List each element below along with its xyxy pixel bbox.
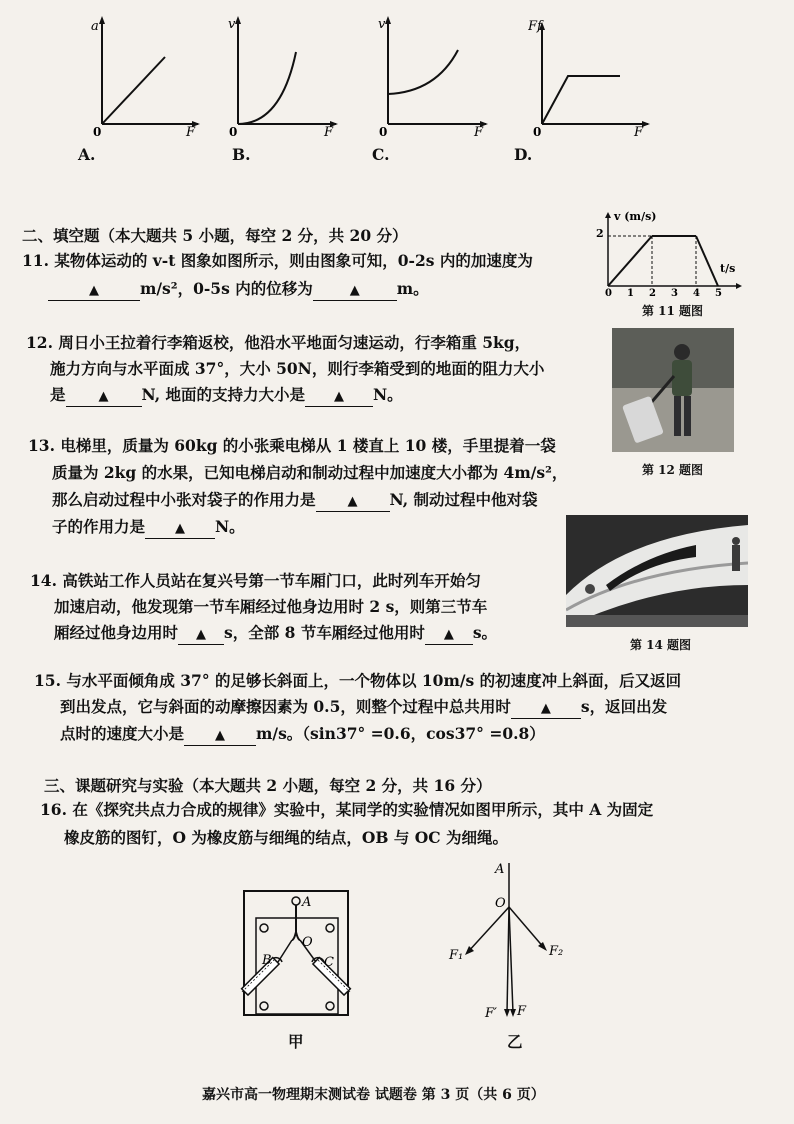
svg-text:O: O [495,896,506,911]
svg-text:B: B [262,953,272,968]
series-segment [696,236,718,286]
graph-a-svg [90,12,200,137]
graph-c-curve [388,50,458,94]
q13-blank1[interactable]: ▲ [316,491,390,512]
section3-heading: 三、课题研究与实验（本大题共 2 小题，每空 2 分，共 16 分） [44,776,492,795]
option-c-label: C. [372,145,390,164]
svg-text:0: 0 [229,125,238,137]
q15-blank2[interactable]: ▲ [184,725,256,746]
svg-text:0: 0 [379,125,388,137]
q16-figure-jia-svg [232,888,360,1026]
q16-figure-jia [232,888,360,1026]
q13-line3: 那么启动过程中小张对袋子的作用力是 ▲ N, 制动过程中他对袋 [52,487,538,513]
x-tick-label: 1 [627,288,634,296]
q14-caption: 第 14 题图 [630,638,692,652]
q11-chart-y2-label: 2 [596,227,604,240]
q12-line1: 12. 周日小王拉着行李箱返校，他沿水平地面匀速运动，行李箱重 5kg， [26,333,531,352]
graph-c [376,12,491,137]
q14-photo [566,515,748,627]
q11-blank1[interactable]: ▲ [48,280,140,301]
option-b-label: B. [232,145,251,164]
q14-blank2[interactable]: ▲ [425,624,473,645]
svg-text:F: F [474,125,484,137]
graph-a [90,12,200,137]
svg-text:C: C [324,955,334,970]
q16-figure-yi [445,855,575,1025]
svg-text:v: v [378,17,386,32]
q16-line1: 16. 在《探究共点力合成的规律》实验中，某同学的实验情况如图甲所示，其中 A 为固定 [40,800,654,819]
q12-caption: 第 12 题图 [642,463,704,477]
q16-line2: 橡皮筋的图钉，O 为橡皮筋与细绳的结点，OB 与 OC 为细绳。 [64,828,509,847]
graph-c-svg [376,12,491,137]
q12-line2: 施力方向与水平面成 37°，大小 50N，则行李箱受到的地面的阻力大小 [50,359,545,378]
page-footer: 嘉兴市高一物理期末测试卷 试题卷 第 3 页（共 6 页） [202,1087,545,1103]
svg-text:A: A [302,895,312,910]
q14-line2: 加速启动，他发现第一节车厢经过他身边用时 2 s，则第三节车 [54,597,488,616]
svg-text:F₂: F₂ [549,944,564,959]
q11-line2: ▲ m/s²，0-5s 内的位移为 ▲ m。 [48,276,429,302]
x-tick-label: 3 [671,288,678,296]
q13-line1: 13. 电梯里，质量为 60kg 的小张乘电梯从 1 楼直上 10 楼，手里提着一袋 [28,436,556,455]
svg-text:F: F [186,125,196,137]
svg-text:0: 0 [533,125,542,137]
spring-balance-left [242,958,279,995]
x-tick-label: 4 [693,288,700,296]
option-d-label: D. [514,145,533,164]
q15-line3: 点时的速度大小是 ▲ m/s。（sin37° =0.6，cos37° =0.8） [60,721,545,747]
graph-d-svg [528,12,653,137]
q13-blank2[interactable]: ▲ [145,518,215,539]
q11-caption: 第 11 题图 [642,304,704,318]
x-tick-label: 5 [715,288,722,296]
graph-a-curve [102,57,165,124]
x-tick-label: 2 [649,288,656,296]
q13-line4: 子的作用力是 ▲ N。 [52,514,245,540]
graph-b-curve [238,52,296,124]
graph-b-svg [226,12,341,137]
q15-line1: 15. 与水平面倾角成 37° 的足够长斜面上，一个物体以 10m/s 的初速度冲上斜面，后又返回 [34,671,682,690]
q11-vt-chart [596,208,746,296]
q14-photo-svg [566,515,748,627]
graph-d-curve [542,76,620,124]
svg-text:v: v [228,17,236,32]
q12-photo [612,328,734,452]
x-tick-label: 0 [605,288,612,296]
q14-line1: 14. 高铁站工作人员站在复兴号第一节车厢门口，此时列车开始匀 [30,571,481,590]
q16-figure-yi-caption: 乙 [507,1032,523,1051]
svg-text:F: F [517,1004,527,1019]
svg-text:O: O [302,935,313,950]
q11-blank2[interactable]: ▲ [313,280,397,301]
q15-line2: 到出发点，它与斜面的动摩擦因素为 0.5，则整个过程中总共用时 ▲ s，返回出发 [60,694,667,720]
section2-heading: 二、填空题（本大题共 5 小题，每空 2 分，共 20 分） [22,226,408,245]
option-a-label: A. [78,145,96,164]
q14-line3: 厢经过他身边用时 ▲ s，全部 8 节车厢经过他用时 ▲ s。 [54,620,497,646]
series-segment [608,236,652,286]
svg-text:F: F [634,125,644,137]
q11-vt-chart-svg [596,208,746,296]
q13-line2: 质量为 2kg 的水果，已知电梯启动和制动过程中加速度大小都为 4m/s²， [52,463,568,482]
graph-b [226,12,341,137]
svg-text:F′: F′ [485,1006,497,1021]
svg-text:F₁: F₁ [449,948,464,963]
svg-text:Ff: Ff [528,19,542,34]
q14-blank1[interactable]: ▲ [178,624,224,645]
q12-blank2[interactable]: ▲ [305,386,373,407]
svg-text:A: A [495,862,505,877]
graph-a-ylabel: a [91,19,99,34]
q12-line3: 是 ▲ N, 地面的支持力大小是 ▲ N。 [50,382,403,408]
q11-chart-ylabel: v (m/s) [614,210,657,223]
q11-line1: 11. 某物体运动的 v-t 图象如图所示，则由图象可知，0-2s 内的加速度为 [22,251,533,270]
q12-photo-svg [612,328,734,452]
svg-text:0: 0 [93,125,102,137]
q12-blank1[interactable]: ▲ [66,386,142,407]
q15-blank1[interactable]: ▲ [511,698,581,719]
svg-text:F: F [324,125,334,137]
graph-d [528,12,653,137]
q16-figure-yi-svg [445,855,575,1025]
q11-chart-xlabel: t/s [720,262,736,275]
q16-figure-jia-caption: 甲 [288,1032,304,1051]
